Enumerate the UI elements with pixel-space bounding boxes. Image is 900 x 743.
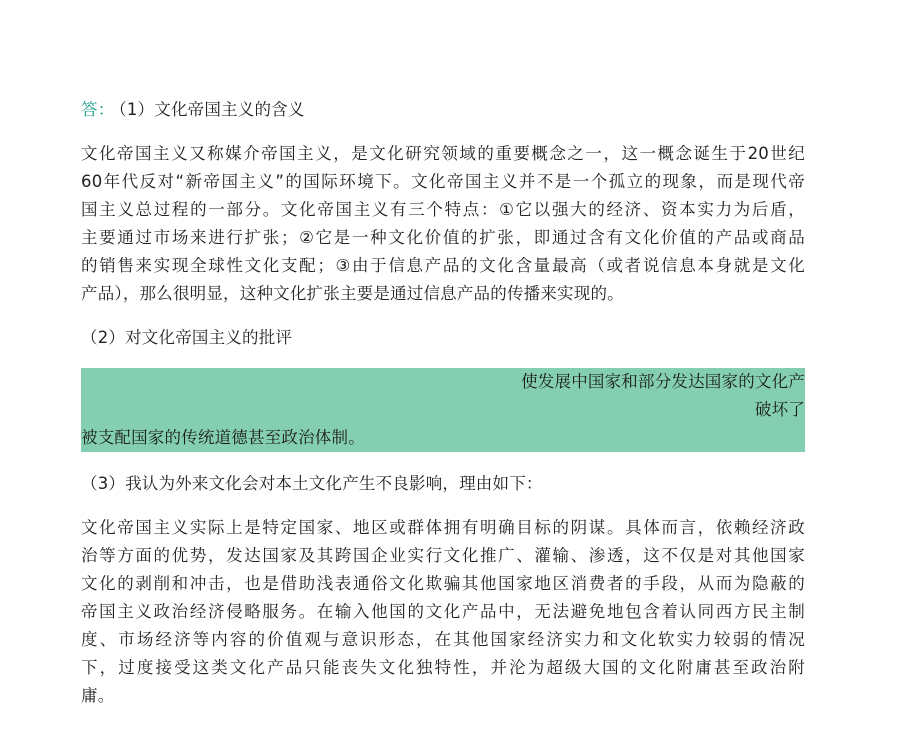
section2-heading: （2）对文化帝国主义的批评 xyxy=(81,328,293,347)
section3-line: 帝国主义政治经济侵略服务。在输入他国的文化产品中，无法避免地包含着认同西方民主制 xyxy=(81,602,805,621)
section3-line: 治等方面的优势，发达国家及其跨国企业实行文化推广、灌输、渗透，这不仅是对其他国家 xyxy=(81,546,805,565)
section3-line: 庸。 xyxy=(81,686,115,705)
highlighted-text-block xyxy=(81,368,805,452)
section3-paragraph xyxy=(81,514,805,710)
section1-heading-row xyxy=(81,96,805,124)
section1-line: 产品），那么很明显，这种文化扩张主要是通过信息产品的传播来实现的。 xyxy=(81,284,624,303)
section3-line: 文化帝国主义实际上是特定国家、地区或群体拥有明确目标的阴谋。具体而言，依赖经济政 xyxy=(81,518,805,537)
section3-heading: （3）我认为外来文化会对本土文化产生不良影响，理由如下： xyxy=(81,474,543,493)
section1-line: 的销售来实现全球性文化支配；③由于信息产品的文化含量最高（或者说信息本身就是文化 xyxy=(81,256,805,275)
section3-line: 文化的剥削和冲击，也是借助浅表通俗文化欺骗其他国家地区消费者的手段，从而为隐蔽的 xyxy=(81,574,805,593)
section1-line: 主要通过市场来进行扩张；②它是一种文化价值的扩张，即通过含有文化价值的产品或商品 xyxy=(81,228,805,247)
section1-paragraph xyxy=(81,140,805,308)
document-content xyxy=(81,96,805,710)
answer-label: 答： xyxy=(81,100,115,119)
section1-line: 国主义总过程的一部分。文化帝国主义有三个特点：①它以强大的经济、资本实力为后盾， xyxy=(81,200,805,219)
section1-line: 60年代反对“新帝国主义”的国际环境下。文化帝国主义并不是一个孤立的现象，而是现代帝 xyxy=(81,172,805,191)
section1-line: 文化帝国主义又称媒介帝国主义，是文化研究领域的重要概念之一，这一概念诞生于20世纪 xyxy=(81,144,805,163)
highlight-line: 被支配国家的传统道德甚至政治体制。 xyxy=(81,428,365,447)
highlight-line: 使发展中国家和部分发达国家的文化产 xyxy=(521,372,805,391)
section3-line: 度、市场经济等内容的价值观与意识形态，在其他国家经济实力和文化软实力较弱的情况 xyxy=(81,630,805,649)
section3-line: 下，过度接受这类文化产品只能丧失文化独特性，并沦为超级大国的文化附庸甚至政治附 xyxy=(81,658,805,677)
section1-heading: （1）文化帝国主义的含义 xyxy=(118,100,305,119)
highlight-line: 破坏了 xyxy=(754,400,805,419)
